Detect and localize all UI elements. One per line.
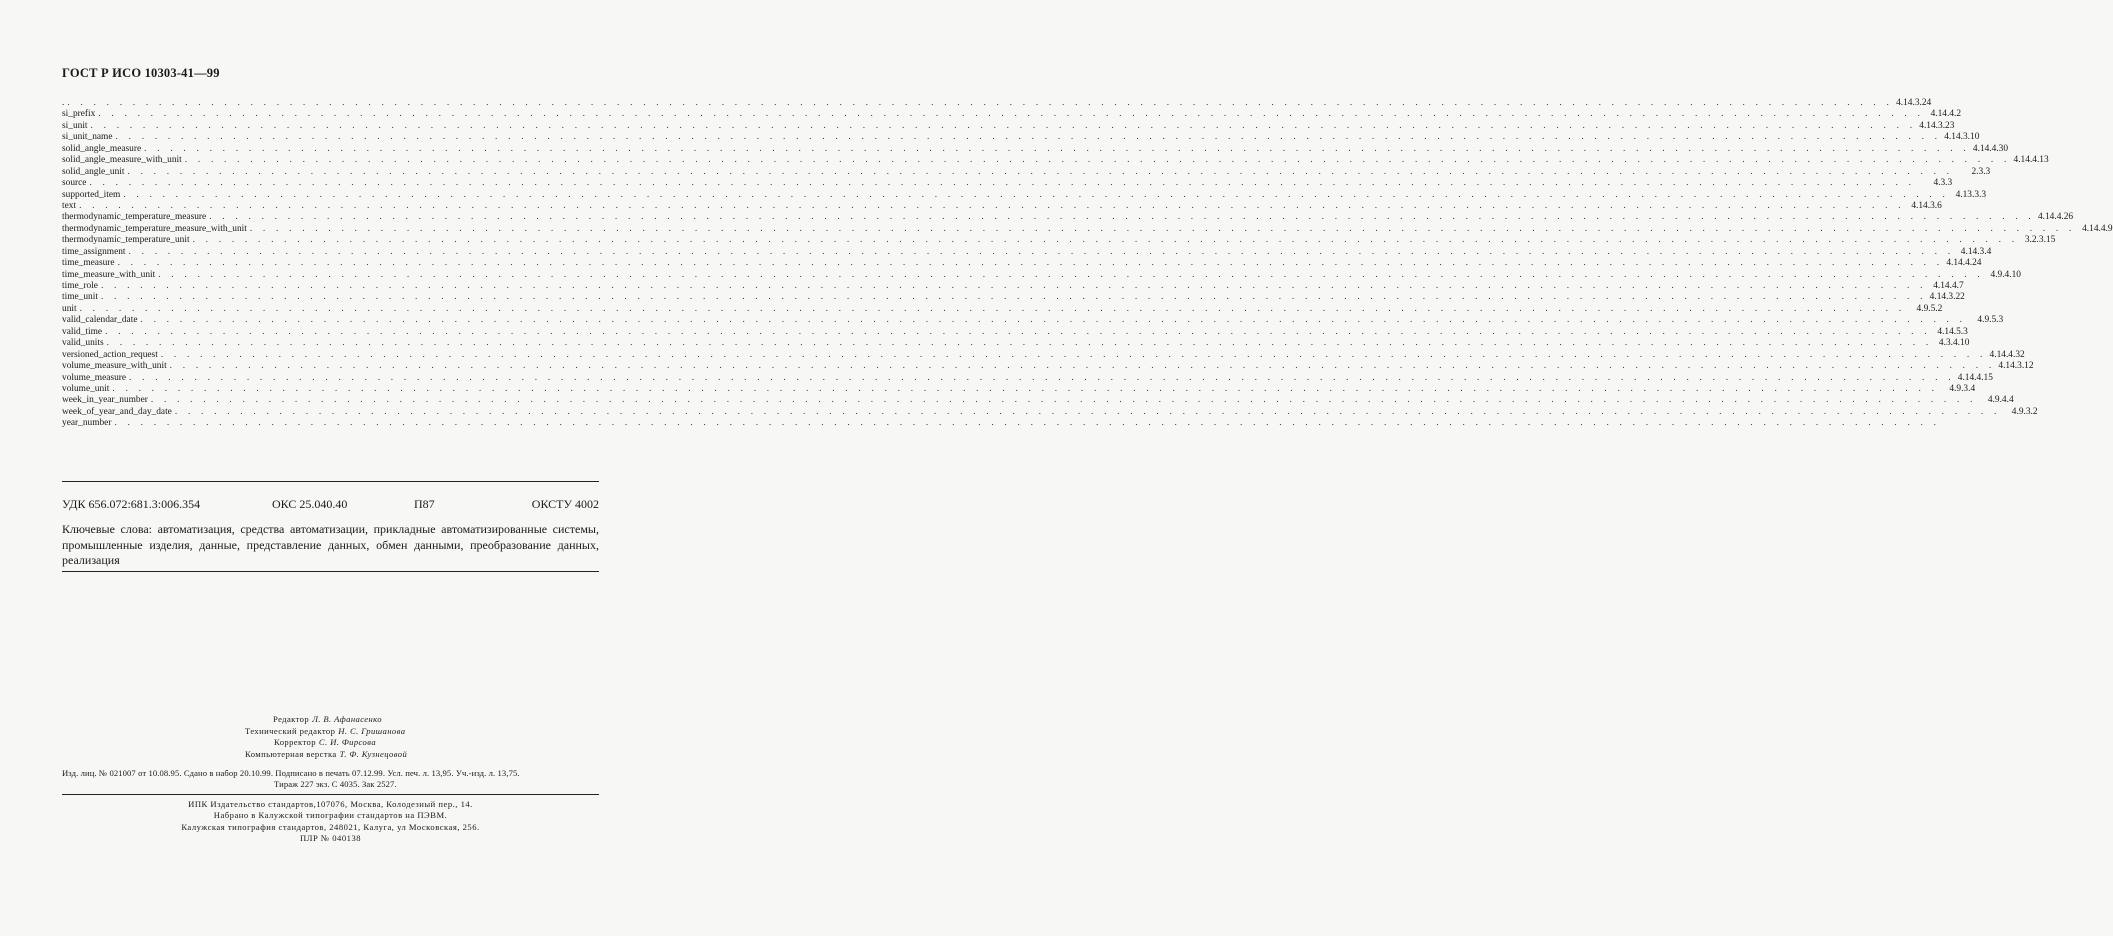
- index-entry: [62, 235, 2056, 246]
- oks-code: ОКС 25.040.40: [272, 497, 348, 511]
- index-reference: 4.14.3.6: [1911, 200, 1942, 211]
- dot-leader: . . . . . . . . . . . . . . . . . . . . . . . . . . . . . . . . . . . . . . . . . . . . . . . . . . . . . . . . . . . . . . . . . . . . . . . . . . . . . . . . . . . . . . . . . . . . . . . . . . . . . . . . . . . . . . . . . . . . . . . . . . . . . . . . . . . . . . . . . . . .: [115, 132, 1942, 143]
- dot-leader: . . . . . . . . . . . . . . . . . . . . . . . . . . . . . . . . . . . . . . . . . . . . . . . . . . . . . . . . . . . . . . . . . . . . . . . . . . . . . . . . . . . . . . . . . . . . . . . . . . . . . . . . . . . . . . . . . . . . . . . . . . . . . . . . . . . . . . . . . . . .: [158, 269, 1984, 280]
- index-entry: [62, 292, 1965, 303]
- index-term: time_role: [62, 281, 98, 291]
- index-term: si_unit: [62, 120, 88, 131]
- index-term: volume_measure: [62, 372, 127, 383]
- index-entry: [62, 269, 2021, 281]
- index-reference: 3.2.3.15: [2024, 235, 2056, 246]
- index-term: valid_calendar_date: [62, 315, 138, 326]
- index-term: year_number: [62, 418, 112, 429]
- index-term: unit: [62, 303, 77, 314]
- index-entry: [62, 395, 2014, 406]
- index-reference: 4.14.4.32: [1989, 349, 2025, 360]
- index-term: valid_time: [62, 326, 103, 337]
- index-reference: 4.9.5.2: [1916, 303, 1943, 314]
- index-reference: 4.9.3.2: [2011, 406, 2038, 417]
- index-entry: [62, 383, 1976, 395]
- index-reference: 4.14.4.26: [2037, 212, 2074, 223]
- dot-leader: . . . . . . . . . . . . . . . . . . . . . . . . . . . . . . . . . . . . . . . . . . . . . . . . . . . . . . . . . . . . . . . . . . . . . . . . . . . . . . . . . . . . . . . . . . . . . . . . . . . . . . . . . . . . . . . . . . . . . . . . . . . . . . . . . . . . . . . . . . . .: [117, 258, 1944, 269]
- index-term: text: [62, 200, 77, 211]
- index-reference: 4.14.3.4: [1960, 246, 1992, 257]
- dot-leader: . . . . . . . . . . . . . . . . . . . . . . . . . . . . . . . . . . . . . . . . . . . . . . . . . . . . . . . . . . . . . . . . . . . . . . . . . . . . . . . . . . . . . . . . . . . . . . . . . . . . . . . . . . . . . . . . . . . . . . . . . . . . . . . . . . . . . . . . . . . .: [123, 189, 1950, 200]
- index-term: source: [62, 178, 87, 189]
- dot-leader: . . . . . . . . . . . . . . . . . . . . . . . . . . . . . . . . . . . . . . . . . . . . . . . . . . . . . . . . . . . . . . . . . . . . . . . . . . . . . . . . . . . . . . . . . . . . . . . . . . . . . . . . . . . . . . . . . . . . . . . . . . . . . . . . . . . . . . . . . . . .: [209, 212, 2035, 223]
- index-term: thermodynamic_temperature_unit: [62, 235, 190, 246]
- dot-leader: . . . . . . . . . . . . . . . . . . . . . . . . . . . . . . . . . . . . . . . . . . . . . . . . . . . . . . . . . . . . . . . . . . . . . . . . . . . . . . . . . . . . . . . . . . . . . . . . . . . . . . . . . . . . . . . . . . . . . . . . . . . . . . . . . . . . . . . . . . . .: [144, 143, 1970, 154]
- index-entry: [62, 258, 1982, 269]
- index-entry: [62, 418, 1941, 429]
- index-term: supported_item: [62, 189, 121, 200]
- index-term: week_in_year_number: [62, 395, 148, 406]
- index-term: week_of_year_and_day_date: [62, 406, 172, 417]
- credit-layout: Компьютерная верстка Т. Ф. Кузнецовой: [245, 748, 408, 759]
- imprint-line-2: Набрано в Калужской типографии стандартов на ПЭВМ.: [213, 810, 448, 821]
- index-entry: [62, 281, 1964, 292]
- index-term: thermodynamic_temperature_measure_with_unit: [62, 223, 247, 234]
- dot-leader: . . . . . . . . . . . . . . . . . . . . . . . . . . . . . . . . . . . . . . . . . . . . . . . . . . . . . . . . . . . . . . . . . . . . . . . . . . . . . . . . . . . . . . . . . . . . . . . . . . . . . . . . . . . . . . . . . . . . . . . . . . . . . . . . . . . . . . . . . . . .: [105, 326, 1931, 337]
- dot-leader: . . . . . . . . . . . . . . . . . . . . . . . . . . . . . . . . . . . . . . . . . . . . . . . . . . . . . . . . . . . . . . . . . . . . . . . . . . . . . . . . . . . . . . . . . . . . . . . . . . . . . . . . . . . . . . . . . . . . . . . . . . . . . . . . . . . . . . . . . . . .: [192, 235, 2019, 246]
- credit-corrector: Корректор С. И. Фирсова: [274, 737, 377, 748]
- index-term: time_unit: [62, 292, 98, 303]
- index-reference: 4.14.4.15: [1957, 372, 1993, 383]
- index-reference: 4.13.3.3: [1955, 189, 1987, 200]
- dot-leader: . . . . . . . . . . . . . . . . . . . . . . . . . . . . . . . . . . . . . . . . . . . . . . . . . . . . . . . . . . . . . . . . . . . . . . . . . . . . . . . . . . . . . . . . . . . . . . . . . . . . . . . . . . . . . . . . . . . . . . . . . . . . . . . . . . . . . . . . . . . .: [90, 120, 1917, 131]
- dot-leader: . . . . . . . . . . . . . . . . . . . . . . . . . . . . . . . . . . . . . . . . . . . . . . . . . . . . . . . . . . . . . . . . . . . . . . . . . . . . . . . . . . . . . . . . . . . . . . . . . . . . . . . . . . . . . . . . . . . . . . . . . . . . . . . . . . . . . . . . . . . .: [140, 315, 1967, 326]
- dot-leader: . . . . . . . . . . . . . . . . . . . . . . . . . . . . . . . . . . . . . . . . . . . . . . . . . . . . . . . . . . . . . . . . . . . . . . . . . . . . . . . . . . . . . . . . . . . . . . . . . . . . . . . . . . . . . . . . . . . . . . . . . . . . . . . . . . . . . . . . . . . .: [128, 246, 1955, 257]
- imprint-line-1: ИПК Издательство стандартов,107076, Москва, Колодезный пер., 14.: [188, 799, 473, 809]
- index-entry: [62, 143, 2009, 155]
- imprint-line-4: ПЛР № 040138: [299, 832, 362, 843]
- alphabetical-index: [62, 98, 2113, 430]
- index-term: si_prefix: [62, 109, 96, 120]
- index-reference: 4.14.3.22: [1929, 292, 1965, 303]
- dot-leader: . . . . . . . . . . . . . . . . . . . . . . . . . . . . . . . . . . . . . . . . . . . . . . . . . . . . . . . . . . . . . . . . . . . . . . . . . . . . . . . . . . . . . . . . . . . . . . . . . . . . . . . . . . . . . . . . . . . . . . . . . . . . . . . . . . . . . . . . . . . .: [129, 372, 1955, 383]
- dot-leader: . . . . . . . . . . . . . . . . . . . . . . . . . . . . . . . . . . . . . . . . . . . . . . . . . . . . . . . . . . . . . . . . . . . . . . . . . . . . . . . . . . . . . . . . . . . . . . . . . . . . . . . . . . . . . . . . . . . . . . . . . . . . . . . . . . . . . . . . . . . .: [112, 383, 1939, 394]
- publisher-imprint: [62, 799, 599, 844]
- index-reference: 4.9.4.10: [1990, 269, 2021, 280]
- document-code-header: ГОСТ Р ИСО 10303-41—99: [62, 66, 220, 80]
- dot-leader: . . . . . . . . . . . . . . . . . . . . . . . . . . . . . . . . . . . . . . . . . . . . . . . . . . . . . . . . . . . . . . . . . . . . . . . . . . . . . . . . . . . . . . . . . . . . . . . . . . . . . . . . . . . . . . . . . . . . . . . . . . . . . . . . . . . . . . . . . . . .: [79, 303, 1906, 314]
- index-entry: [62, 303, 1943, 315]
- imprint-line-3: Калужская типография стандартов, 248021, Калуга, ул Московская, 256.: [181, 821, 480, 832]
- index-term: time_measure_with_unit: [62, 269, 156, 280]
- index-reference: 4.14.4.30: [1972, 143, 2009, 154]
- index-term: solid_angle_measure: [62, 143, 142, 154]
- index-reference: 4.9.4.4: [1987, 395, 2014, 406]
- credit-tech-editor: Технический редактор Н. С. Гришанова: [245, 725, 406, 736]
- index-entry: [62, 246, 1992, 258]
- dot-leader: . . . . . . . . . . . . . . . . . . . . . . . . . . . . . . . . . . . . . . . . . . . . . . . . . . . . . . . . . . . . . . . . . . . . . . . . . . . . . . . . . . . . . . . . . . . . . . . . . . . . . . . . . . . . . . . . . . . . . . . . . . . . . . . . . . . . . . . . . . . .: [114, 418, 1941, 429]
- index-term: versioned_action_request: [62, 349, 158, 360]
- index-reference: 4.9.5.3: [1977, 315, 2004, 326]
- index-entry: [62, 200, 1942, 212]
- index-entry: [62, 212, 2074, 223]
- dot-leader: . . . . . . . . . . . . . . . . . . . . . . . . . . . . . . . . . . . . . . . . . . . . . . . . . . . . . . . . . . . . . . . . . . . . . . . . . . . . . . . . . . . . . . . . . . . . . . . . . . . . . . . . . . . . . . . . . . . . . . . . . . . . . . . . . . . . . . . . . . . .: [79, 200, 1905, 211]
- index-term: time_measure: [62, 258, 115, 269]
- index-entry: [62, 338, 1970, 349]
- group-code: П87: [414, 497, 435, 511]
- index-entry: [62, 326, 1968, 338]
- keywords-paragraph: Ключевые слова: автоматизация, средства автоматизации, прикладные автоматизированные системы, промышленные изделия, данные, представление данных, обмен данными, преобразование данных, реализация: [62, 522, 599, 567]
- dot-leader: . . . . . . . . . . . . . . . . . . . . . . . . . . . . . . . . . . . . . . . . . . . . . . . . . . . . . . . . . . . . . . . . . . . . . . . . . . . . . . . . . . . . . . . . . . . . . . . . . . . . . . . . . . . . . . . . . . . . . . . . . . . . . . . . . . . . . . . . . . . .: [160, 349, 1987, 360]
- dot-leader: . . . . . . . . . . . . . . . . . . . . . . . . . . . . . . . . . . . . . . . . . . . . . . . . . . . . . . . . . . . . . . . . . . . . . . . . . . . . . . . . . . . . . . . . . . . . . . . . . . . . . . . . . . . . . . . . . . . . . . . . . . . . . . . . . . . . . . . . . . . .: [174, 406, 2001, 417]
- udk-code: УДК 656.072:681.3:006.354: [62, 497, 201, 511]
- dot-leader: . . . . . . . . . . . . . . . . . . . . . . . . . . . . . . . . . . . . . . . . . . . . . . . . . . . . . . . . . . . . . . . . . . . . . . . . . . . . . . . . . . . . . . . . . . . . . . . . . . . . . . . . . . . . . . . . . . . . . . . . . . . . . . . . . . . . . . . . . . . .: [100, 292, 1927, 303]
- credit-editor: Редактор Л. В. Афанасенко: [273, 714, 382, 724]
- index-reference: 4.3.4.10: [1938, 338, 1970, 349]
- dot-leader: . . . . . . . . . . . . . . . . . . . . . . . . . . . . . . . . . . . . . . . . . . . . . . . . . . . . . . . . . . . . . . . . . . . . . . . . . . . . . . . . . . . . . . . . . . . . . . . . . . . . . . . . . . . . . . . . . . . . . . . . . . . . . . . . . . . . . . . . . . . .: [169, 361, 1996, 372]
- dot-leader: . . . . . . . . . . . . . . . . . . . . . . . . . . . . . . . . . . . . . . . . . . . . . . . . . . . . . . . . . . . . . . . . . . . . . . . . . . . . . . . . . . . . . . . . . . . . . . . . . . . . . . . . . . . . . . . . . . . . . . . . . . . . . . . . . . . . . . . . . . . .: [127, 166, 1954, 177]
- index-reference: 4.14.3.23: [1919, 120, 1955, 131]
- index-entry: [62, 349, 2025, 361]
- index-entry: [62, 406, 2038, 418]
- index-term: solid_angle_unit: [62, 166, 125, 177]
- dot-leader: . . . . . . . . . . . . . . . . . . . . . . . . . . . . . . . . . . . . . . . . . . . . . . . . . . . . . . . . . . . . . . . . . . . . . . . . . . . . . . . . . . . . . . . . . . . . . . . . . . . . . . . . . . . . . . . . . . . . . . . . . . . . . . . . . . . . . . . . . . . .: [89, 178, 1916, 189]
- index-term: volume_unit: [62, 383, 110, 394]
- index-term: valid_units: [62, 338, 104, 349]
- imprint-divider: [62, 794, 599, 795]
- index-reference: 4.14.4.9: [2082, 223, 2113, 234]
- dot-leader: . . . . . . . . . . . . . . . . . . . . . . . . . . . . . . . . . . . . . . . . . . . . . . . . . . . . . . . . . . . . . . . . . . . . . . . . . . . . . . . . . . . . . . . . . . . . . . . . . . . . . . . . . . . . . . . . . . . . . . . . . . . . . . . . . . . . . . . . . . . .: [150, 395, 1977, 406]
- index-reference: 4.14.3.24: [1896, 98, 1932, 108]
- index-entry: [62, 189, 1987, 201]
- index-reference: 4.14.4.7: [1933, 281, 1964, 291]
- index-reference: 4.14.4.24: [1946, 258, 1982, 269]
- top-divider: [62, 481, 599, 482]
- index-reference: 4.14.3.12: [1998, 361, 2034, 372]
- index-entry: [62, 120, 1955, 132]
- dot-leader: . . . . . . . . . . . . . . . . . . . . . . . . . . . . . . . . . . . . . . . . . . . . . . . . . . . . . . . . . . . . . . . . . . . . . . . . . . . . . . . . . . . . . . . . . . . . . . . . . . . . . . . . . . . . . . . . . . . . . . . . . . . . . . . . . . . . . . . . . . . .: [67, 98, 1894, 108]
- index-reference: 4.14.4.2: [1930, 109, 1962, 120]
- index-entry: [62, 178, 1953, 189]
- index-entry: [62, 315, 2004, 326]
- index-term: thermodynamic_temperature_measure: [62, 212, 207, 223]
- index-term: si_unit_name: [62, 132, 113, 143]
- dot-leader: . . . . . . . . . . . . . . . . . . . . . . . . . . . . . . . . . . . . . . . . . . . . . . . . . . . . . . . . . . . . . . . . . . . . . . . . . . . . . . . . . . . . . . . . . . . . . . . . . . . . . . . . . . . . . . . . . . . . . . . . . . . . . . . . . . . . . . . . . . . .: [106, 338, 1933, 349]
- dot-leader: . . . . . . . . . . . . . . . . . . . . . . . . . . . . . . . . . . . . . . . . . . . . . . . . . . . . . . . . . . . . . . . . . . . . . . . . . . . . . . . . . . . . . . . . . . . . . . . . . . . . . . . . . . . . . . . . . . . . . . . . . . . . . . . . . . . . . . . . . . . .: [249, 223, 2076, 234]
- index-term: volume_measure_with_unit: [62, 361, 167, 372]
- dot-leader: . . . . . . . . . . . . . . . . . . . . . . . . . . . . . . . . . . . . . . . . . . . . . . . . . . . . . . . . . . . . . . . . . . . . . . . . . . . . . . . . . . . . . . . . . . . . . . . . . . . . . . . . . . . . . . . . . . . . . . . . . . . . . . . . . . . . . . . . . . . .: [100, 281, 1927, 291]
- index-term: solid_angle_measure_with_unit: [62, 155, 182, 166]
- dot-leader: . . . . . . . . . . . . . . . . . . . . . . . . . . . . . . . . . . . . . . . . . . . . . . . . . . . . . . . . . . . . . . . . . . . . . . . . . . . . . . . . . . . . . . . . . . . . . . . . . . . . . . . . . . . . . . . . . . . . . . . . . . . . . . . . . . . . . . . . . . . .: [184, 155, 2011, 166]
- keywords-divider: [62, 571, 599, 572]
- editorial-credits: [245, 714, 407, 760]
- index-entry: [62, 361, 2034, 372]
- index-entry: [62, 155, 2049, 166]
- index-entry: [62, 98, 1932, 109]
- index-entry: [62, 166, 1991, 178]
- publication-line-2: Тираж 227 экз. С 4035. Зак 2527.: [274, 779, 397, 789]
- dot-leader: . . . . . . . . . . . . . . . . . . . . . . . . . . . . . . . . . . . . . . . . . . . . . . . . . . . . . . . . . . . . . . . . . . . . . . . . . . . . . . . . . . . . . . . . . . . . . . . . . . . . . . . . . . . . . . . . . . . . . . . . . . . . . . . . . . . . . . . . . . . .: [98, 109, 1925, 120]
- okstu-code: ОКСТУ 4002: [531, 497, 599, 511]
- index-term: time_assignment: [62, 246, 126, 257]
- index-reference: 4.14.3.10: [1944, 132, 1980, 143]
- index-term: .: [62, 98, 65, 108]
- publication-info: [62, 768, 599, 790]
- index-reference: 2.3.3: [1971, 166, 1991, 177]
- index-reference: 4.9.3.4: [1949, 383, 1976, 394]
- publication-line-1: Изд. лиц. № 021007 от 10.08.95. Сдано в набор 20.10.99. Подписано в печать 07.12.99. Усл. печ. л. 13,95. Уч.-изд. л. 13,75.: [62, 768, 520, 778]
- index-reference: 4.14.4.13: [2013, 155, 2049, 166]
- index-entry: [62, 132, 1980, 143]
- index-reference: 4.3.3: [1933, 178, 1953, 189]
- index-reference: 4.14.5.3: [1937, 326, 1968, 337]
- index-entry: [62, 109, 1962, 120]
- index-entry: [62, 372, 1993, 384]
- index-entry: [62, 223, 2113, 235]
